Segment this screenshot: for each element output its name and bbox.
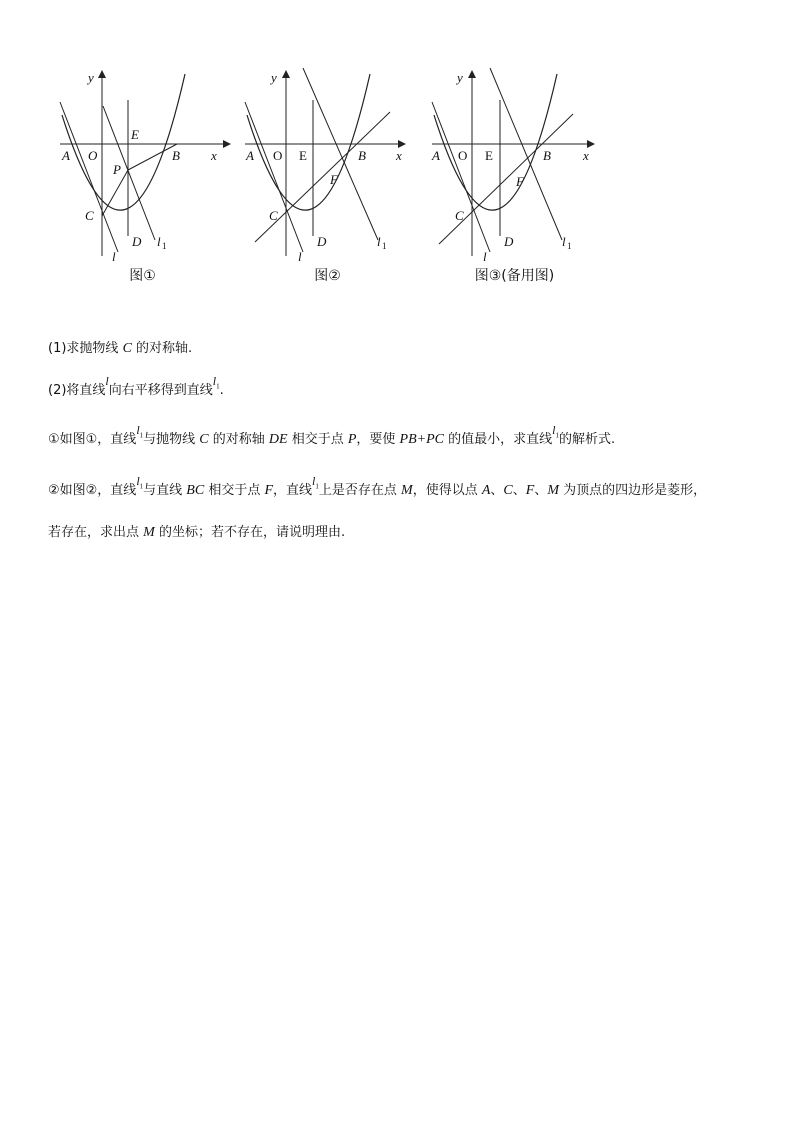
q1-c: C: [122, 341, 132, 356]
figure-3: [427, 60, 602, 285]
q2b-m3: M: [143, 525, 155, 540]
q2b-t2: 与直线: [143, 483, 187, 498]
label-x: x: [396, 148, 402, 163]
label-l1-sub: 1: [382, 241, 387, 251]
label-o: O: [273, 148, 283, 163]
label-b: B: [543, 148, 551, 163]
line-l: [60, 102, 118, 252]
q2b-sep1: 、: [490, 483, 504, 498]
q2b-c: C: [503, 483, 513, 498]
figure-1: [55, 60, 230, 285]
q2-l: [105, 372, 108, 390]
label-l: l: [483, 249, 487, 264]
q2b-line2-t1: 若存在，求出点: [48, 525, 144, 540]
label-x: x: [583, 148, 589, 163]
q2a-t4: 相交于点: [287, 432, 348, 447]
figure-3-caption: 图③(备用图): [474, 268, 555, 284]
label-o: O: [458, 148, 468, 163]
q2b-l1b-sub: 1: [315, 482, 319, 491]
label-c: C: [269, 208, 278, 223]
label-f: F: [516, 174, 524, 189]
label-y: y: [457, 70, 463, 85]
q2a-t1: ①如图①，直线: [48, 432, 137, 447]
q2b-f2: F: [525, 483, 535, 498]
q2b-m2: M: [547, 483, 560, 498]
q1-prefix: (1)求抛物线: [48, 341, 123, 356]
label-y: y: [88, 70, 94, 85]
label-e: E: [131, 127, 139, 142]
x-axis-arrow: [398, 140, 406, 148]
q2b-l1b-main: l: [312, 474, 316, 488]
label-d: D: [504, 234, 514, 249]
label-d: D: [132, 234, 142, 249]
q2a-t6: 的值最小，求直线: [444, 432, 553, 447]
q2a-l1b-sub: 1: [555, 431, 559, 440]
y-axis-arrow: [98, 70, 106, 78]
label-a: A: [62, 148, 70, 163]
label-b: B: [358, 148, 366, 163]
line-l1: [303, 68, 378, 240]
question-2: [48, 374, 224, 404]
q2b-t7: 为顶点的四边形是菱形，: [559, 483, 707, 498]
label-l: l: [298, 249, 302, 264]
q2a-p: P: [347, 432, 357, 447]
q2-prefix: (2)将直线: [48, 383, 106, 398]
label-l: l: [112, 249, 116, 264]
figure-2-caption: 图②: [314, 268, 341, 284]
q2b-f: F: [264, 483, 274, 498]
x-axis-arrow: [587, 140, 595, 148]
question-2b-line2: [48, 524, 345, 542]
q2a-expr: PB+PC: [399, 432, 444, 447]
q2b-bc: BC: [186, 483, 205, 498]
q2a-l1: [136, 421, 143, 444]
label-p: P: [113, 162, 121, 177]
q2b-l1: [136, 472, 143, 495]
line-l1: [490, 68, 562, 240]
q2a-c: C: [199, 432, 209, 447]
q2a-t5: ，要使: [356, 432, 400, 447]
y-axis-arrow: [282, 70, 290, 78]
line-l: [432, 102, 490, 252]
label-l1-sub: 1: [567, 241, 572, 251]
q2a-t3: 的对称轴: [208, 432, 269, 447]
q2a-t2: 与抛物线: [143, 432, 200, 447]
figure-1-caption: 图①: [129, 268, 156, 284]
q2-l-main: l: [105, 374, 109, 388]
label-l1: l: [562, 234, 566, 249]
q2-middle: 向右平移得到直线: [108, 383, 213, 398]
label-o: O: [88, 148, 98, 163]
question-1: [48, 340, 192, 358]
label-l1: l: [157, 234, 161, 249]
q2b-t5: 上是否存在点: [318, 483, 402, 498]
figure-3-diagram: [427, 60, 602, 265]
q2b-sep2: 、: [512, 483, 526, 498]
q2b-t1: ②如图②，直线: [48, 483, 137, 498]
q2-suffix: .: [219, 383, 224, 398]
segment-pb: [128, 144, 177, 170]
q2a-de: DE: [268, 432, 288, 447]
q1-suffix: 的对称轴.: [131, 341, 193, 356]
label-e: E: [299, 148, 307, 163]
q2b-line2-t2: 的坐标；若不存在，请说明理由.: [154, 525, 346, 540]
q2-l1-main: l: [212, 374, 217, 388]
q2a-l1-sub: 1: [139, 431, 144, 440]
y-axis-arrow: [468, 70, 476, 78]
q2b-l1b: [312, 472, 319, 495]
label-l1-sub: 1: [162, 241, 167, 251]
line-l: [245, 102, 303, 252]
parabola: [62, 74, 185, 210]
label-a: A: [432, 148, 440, 163]
x-axis-arrow: [223, 140, 231, 148]
label-x: x: [211, 148, 217, 163]
q2b-l1-sub: 1: [139, 482, 144, 491]
figure-1-diagram: [55, 60, 230, 265]
label-l1: l: [377, 234, 381, 249]
q2-l1-sub: 1: [216, 382, 220, 391]
q2b-t4: ，直线: [273, 483, 313, 498]
q2b-sep3: 、: [534, 483, 548, 498]
figure-2-diagram: [240, 60, 415, 265]
q2b-l1-main: l: [136, 474, 140, 488]
label-f: F: [330, 172, 338, 187]
label-c: C: [85, 208, 94, 223]
q2a-l1b: [552, 421, 559, 444]
question-2a: [48, 423, 616, 453]
q2b-a: A: [481, 483, 491, 498]
label-b: B: [172, 148, 180, 163]
q2b-t3: 相交于点: [204, 483, 265, 498]
q2-l1: [213, 372, 220, 395]
q2a-t7: 的解析式.: [558, 432, 616, 447]
figure-2: [240, 60, 415, 285]
label-e: E: [485, 148, 493, 163]
label-d: D: [317, 234, 327, 249]
label-y: y: [271, 70, 277, 85]
q2a-l1-main: l: [136, 423, 140, 437]
q2b-t6: ，使得以点: [412, 483, 482, 498]
label-a: A: [246, 148, 254, 163]
q2b-m: M: [401, 483, 413, 498]
q2a-l1b-main: l: [552, 423, 556, 437]
question-2b: [48, 474, 707, 504]
line-l1: [103, 106, 155, 240]
parabola: [247, 74, 370, 210]
label-c: C: [455, 208, 464, 223]
